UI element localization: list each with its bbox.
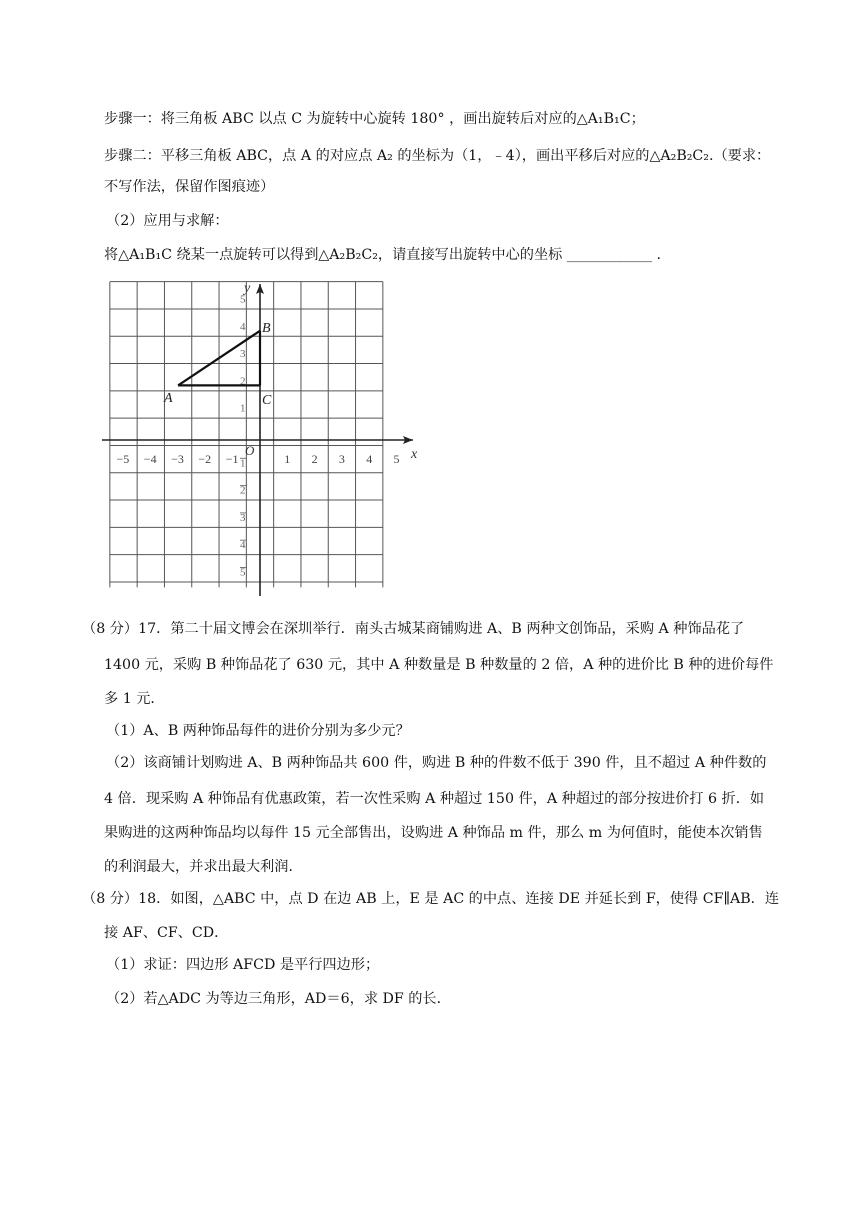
x-tick-label: −3 [171,452,184,466]
question-17-part-2-line-4: 的利润最大，并求出最大利润． [104,859,303,875]
step-two-continuation: 不写作法，保留作图痕迹） [104,179,275,195]
x-tick-label: 4 [366,452,373,466]
y-tick-label: 2 [240,484,246,497]
part-two-heading: （2）应用与求解： [106,213,229,229]
y-tick-label: 3 [240,511,246,524]
x-tick-label: 5 [393,452,400,466]
question-18-part-1: （1）求证：四边形 AFCD 是平行四边形； [106,957,380,973]
x-tick-label: −1 [225,452,239,466]
origin-label: O [245,443,255,458]
y-tick-label: 3 [240,348,246,361]
point-b-label: B [262,321,271,336]
question-18-line-2: 接 AF、CF、CD． [104,925,229,941]
y-axis-label: y [244,281,251,296]
question-18-part-2: （2）若△ADC 为等边三角形，AD＝6，求 DF 的长． [106,991,451,1007]
y-tick-label: 4 [240,320,246,333]
question-17-line-3: 多 1 元． [104,691,165,707]
x-tick-label: 3 [338,452,345,466]
x-tick-label: −5 [116,452,130,466]
question-17-line-2: 1400 元，采购 B 种饰品花了 630 元，其中 A 种数量是 B 种数量的 2 倍，A 种的进价比 B 种的进价每件 [104,657,774,673]
coordinate-grid [98,278,428,598]
x-axis-label: x [411,447,418,462]
x-tick-label: 1 [284,452,291,466]
question-17-part-1: （1）A、B 两种饰品每件的进价分别为多少元？ [106,723,410,739]
question-17-part-2-line-3: 果购进的这两种饰品均以每件 15 元全部售出，设购进 A 种饰品 m 件，那么 m 为何值时，能使本次销售 [104,825,763,841]
question-17-line-1: （8 分）17．第二十届文博会在深圳举行．南头古城某商铺购进 A、B 两种文创饰品，采购 A 种饰品花了 [82,621,745,637]
y-tick-label: 5 [240,566,246,579]
grid-lines [110,282,383,588]
rotation-center-question: 将△A₁B₁C 绕某一点旋转可以得到△A₂B₂C₂，请直接写出旋转中心的坐标 ____________ . [104,247,661,263]
y-tick-label: 2 [240,375,246,388]
y-tick-label: 1 [240,402,246,415]
x-tick-label: −2 [198,452,212,466]
y-tick-label: 4 [240,539,246,552]
question-17-part-2-line-2: 4 倍．现采购 A 种饰品有优惠政策，若一次性采购 A 种超过 150 件，A 种超过的部分按进价打 6 折．如 [104,791,765,807]
x-tick-label: 2 [311,452,318,466]
point-c-label: C [262,393,272,408]
question-18-line-1: （8 分）18．如图，△ABC 中，点 D 在边 AB 上，E 是 AC 的中点、连接 DE 并延长到 F，使得 CF∥AB．连 [82,891,780,907]
step-two-text: 步骤二：平移三角板 ABC，点 A 的对应点 A₂ 的坐标为（1，﹣4），画出平移后对应的△A₂B₂C₂.（要求： [104,148,771,164]
axes [102,284,413,596]
y-tick-label: 1 [240,457,246,470]
point-a-label: A [164,391,173,406]
y-tick-label: 5 [240,293,246,306]
step-one-text: 步骤一：将三角板 ABC 以点 C 为旋转中心旋转 180° ，画出旋转后对应的△A₁B₁C； [104,111,645,127]
question-17-part-2-line-1: （2）该商铺计划购进 A、B 两种饰品共 600 件，购进 B 种的件数不低于 390 件，且不超过 A 种件数的 [106,755,767,771]
x-tick-label: −4 [143,452,157,466]
